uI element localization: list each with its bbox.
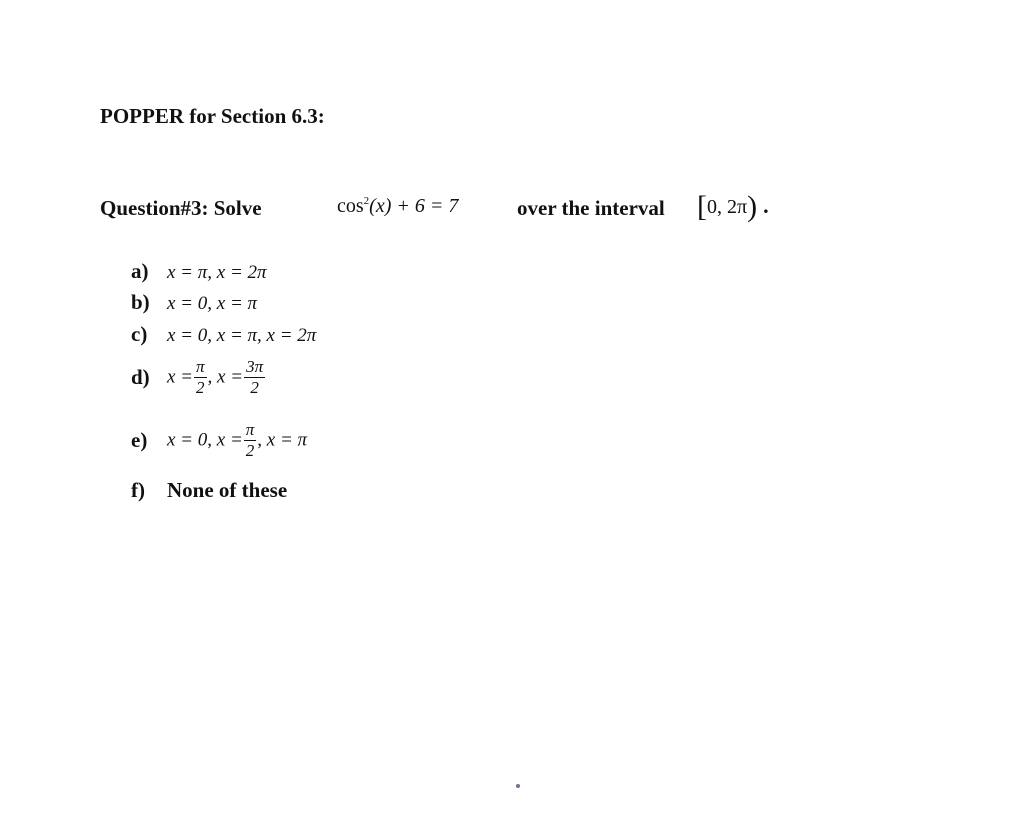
interval-content: 0, 2π (707, 196, 748, 218)
interval-period: . (763, 193, 769, 218)
page-title: POPPER for Section 6.3: (100, 104, 325, 128)
fraction-numerator: 3π (246, 357, 264, 376)
option-math: x = 0, x = π (167, 293, 258, 314)
question-row (100, 192, 960, 224)
fraction-denominator: 2 (245, 441, 255, 460)
option-a (131, 259, 267, 284)
question-label: Question#3: Solve (100, 196, 262, 220)
option-b (131, 290, 257, 315)
equation-rest: (x) + 6 = 7 (369, 195, 459, 217)
fraction-denominator: 2 (196, 378, 205, 397)
option-c (131, 322, 316, 347)
option-math: , x = π (257, 429, 308, 451)
option-f (131, 478, 287, 503)
option-letter: c) (131, 322, 148, 346)
cursor-dot (516, 784, 520, 788)
fraction (244, 357, 265, 398)
interval-open-bracket: [ (697, 190, 707, 223)
fraction-numerator: π (245, 420, 255, 439)
interval-notation (697, 192, 769, 222)
option-text: None of these (167, 478, 288, 502)
interval-text: over the interval (517, 196, 665, 220)
option-math: , x = (207, 366, 244, 388)
option-letter: a) (131, 259, 149, 283)
fraction-denominator: 2 (250, 378, 259, 397)
option-math: x = (167, 366, 194, 388)
option-letter: e) (131, 428, 148, 452)
fraction-numerator: π (196, 357, 205, 376)
option-math: x = 0, x = π, x = 2π (167, 325, 317, 346)
option-e (131, 420, 307, 461)
option-letter: f) (131, 478, 145, 502)
interval-close-bracket: ) (747, 190, 758, 223)
fraction (194, 357, 207, 398)
option-math: x = π, x = 2π (167, 262, 267, 283)
option-letter: b) (131, 290, 150, 314)
option-d (131, 357, 266, 398)
option-math: x = 0, x = (167, 429, 243, 451)
equation-exponent: 2 (363, 195, 370, 207)
question-equation (337, 195, 458, 218)
option-letter: d) (131, 365, 150, 389)
fraction (244, 420, 257, 461)
equation-function: cos (337, 195, 364, 217)
